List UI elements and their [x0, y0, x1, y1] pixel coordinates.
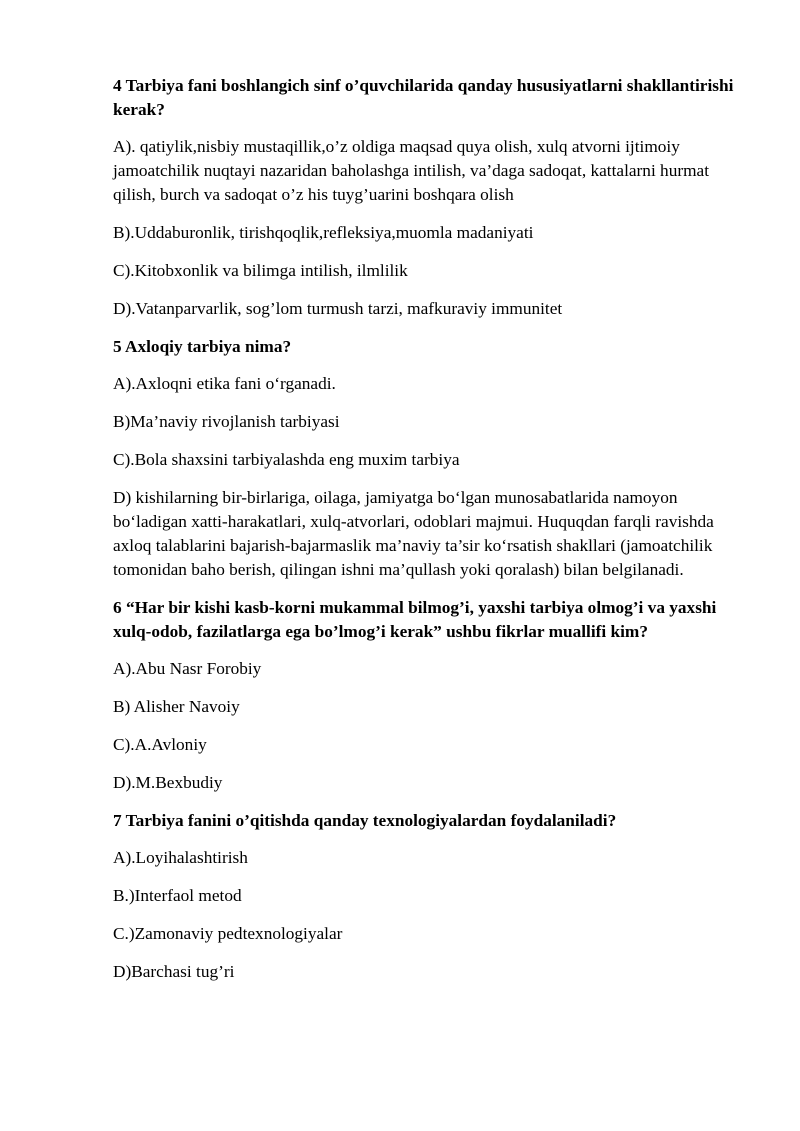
question-block-6: [113, 596, 753, 795]
question-5-option-b: B)Ma’naviy rivojlanish tarbiyasi: [113, 412, 340, 431]
question-7-option-d: D)Barchasi tug’ri: [113, 962, 235, 981]
question-5-option-d: D) kishilarning bir-birlariga, oilaga, jamiyatga bo‘lgan munosabatlarida namoyon bo‘ladigan xatti-harakatlari, xulq-atvorlari, odoblari majmui. Huquqdan farqli ravishda axloq talablarini bajarish-bajarmaslik ma’naviy ta’sir ko‘rsatish shakllari (jamoatchilik tomonidan baho berish, qilingan ishni ma’qullash yoki qoralash) bilan belgilanadi.: [113, 488, 714, 579]
question-6-option-d: D).M.Bexbudiy: [113, 773, 223, 792]
document-page: [113, 74, 753, 998]
question-block-4: [113, 74, 753, 321]
question-4-option-b: B).Uddaburonlik, tirishqoqlik,refleksiya,muomla madaniyati: [113, 223, 534, 242]
question-6-option-a: A).Abu Nasr Forobiy: [113, 659, 262, 678]
question-4-text: 4 Tarbiya fani boshlangich sinf o’quvchilarida qanday hususiyatlarni shakllantirishi kerak?: [113, 76, 734, 119]
question-4-option-c: C).Kitobxonlik va bilimga intilish, ilmlilik: [113, 261, 408, 280]
question-block-5: [113, 335, 753, 582]
question-6-option-b: B) Alisher Navoiy: [113, 697, 240, 716]
question-4-option-d: D).Vatanparvarlik, sog’lom turmush tarzi, mafkuraviy immunitet: [113, 299, 563, 318]
question-7-option-b: B.)Interfaol metod: [113, 886, 242, 905]
question-7-option-c: C.)Zamonaviy pedtexnologiyalar: [113, 924, 343, 943]
question-5-text: 5 Axloqiy tarbiya nima?: [113, 337, 292, 356]
question-7-text: 7 Tarbiya fanini o’qitishda qanday texnologiyalardan foydalaniladi?: [113, 811, 617, 830]
question-6-text: 6 “Har bir kishi kasb-korni mukammal bilmog’i, yaxshi tarbiya olmog’i va yaxshi xulq-odob, fazilatlarga ega bo’lmog’i kerak” ushbu fikrlar muallifi kim?: [113, 598, 717, 641]
question-6-option-c: C).A.Avloniy: [113, 735, 207, 754]
question-block-7: [113, 809, 753, 984]
question-5-option-c: C).Bola shaxsini tarbiyalashda eng muxim tarbiya: [113, 450, 460, 469]
question-7-option-a: A).Loyihalashtirish: [113, 848, 248, 867]
question-5-option-a: A).Axloqni etika fani o‘rganadi.: [113, 374, 336, 393]
question-4-option-a: A). qatiylik,nisbiy mustaqillik,o’z oldiga maqsad quya olish, xulq atvorni ijtimoiy jamoatchilik nuqtayi nazaridan baholashga intilish, va’daga sadoqat, kattalarni hurmat qilish, burch va sadoqat o’z his tuyg’uarini boshqara olish: [113, 137, 710, 204]
